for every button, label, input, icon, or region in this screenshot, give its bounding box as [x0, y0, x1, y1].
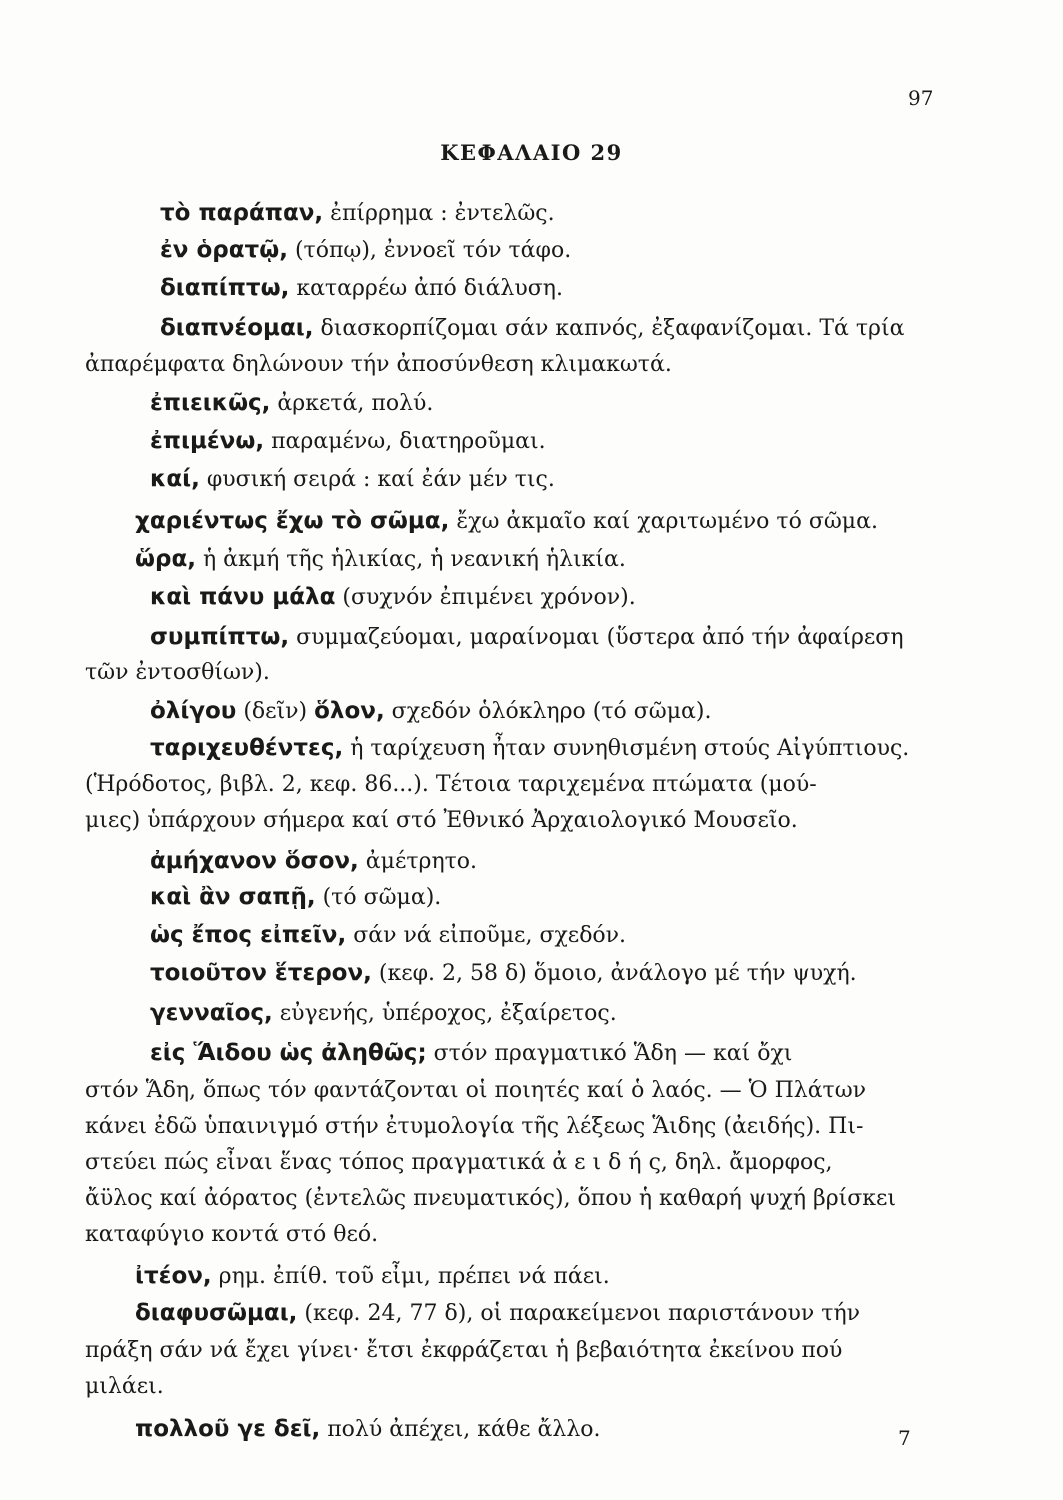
- text-line: [150, 428, 546, 456]
- text-line: [150, 624, 904, 652]
- gloss: μιλάει.: [85, 1374, 164, 1399]
- gloss: (Ἡρόδοτος, βιβλ. 2, κεφ. 86...). Τέτοια ταριχεμένα πτώματα (μού-: [85, 772, 817, 797]
- text-line: [150, 848, 477, 876]
- text-line: [160, 237, 571, 265]
- gloss: ἡ ταρίχευση ἦταν συνηθισμένη στούς Αἰγύπτιους.: [343, 736, 910, 761]
- text-line: [85, 1114, 863, 1140]
- gloss: καταφύγιο κοντά στό θεό.: [85, 1222, 379, 1247]
- headword: ὡς ἔπος εἰπεῖν,: [150, 922, 347, 948]
- text-line: [150, 922, 626, 950]
- text-line: [160, 200, 555, 228]
- headword: γενναῖος,: [150, 1000, 273, 1026]
- gloss: (κεφ. 24, 77 δ), οἱ παρακείμενοι παριστάνουν τήν: [297, 1301, 861, 1326]
- gloss: (τό σῶμα).: [315, 885, 442, 910]
- text-line: [85, 352, 672, 378]
- headword: τοιοῦτον ἕτερον,: [150, 960, 372, 986]
- text-line: [135, 1416, 601, 1444]
- text-line: [85, 1186, 896, 1212]
- text-line: [135, 508, 878, 536]
- text-line: [150, 584, 636, 612]
- gloss: παραμένω, διατηροῦμαι.: [264, 429, 546, 454]
- text-line: [85, 808, 798, 834]
- gloss: ἀπαρέμφατα δηλώνουν τήν ἀποσύνθεση κλιμακωτά.: [85, 352, 672, 377]
- gloss: εὐγενής, ὑπέροχος, ἐξαίρετος.: [272, 1001, 617, 1026]
- headword: ἐπιμένω,: [150, 428, 265, 454]
- headword: εἰς Ἅιδου ὡς ἀληθῶς;: [150, 1040, 427, 1066]
- gloss: σάν νά εἰποῦμε, σχεδόν.: [346, 923, 627, 948]
- headword: ὅλον,: [314, 698, 385, 724]
- headword: διαπίπτω,: [160, 275, 290, 301]
- headword: ταριχευθέντες,: [150, 735, 344, 761]
- gloss: πράξη σάν νά ἔχει γίνει· ἔτσι ἐκφράζεται ἡ βεβαιότητα ἐκείνου πού: [85, 1338, 843, 1363]
- gloss: ρημ. ἐπίθ. τοῦ εἶμι, πρέπει νά πάει.: [211, 1264, 610, 1289]
- gloss: σχεδόν ὁλόκληρο (τό σῶμα).: [384, 699, 712, 724]
- text-line: [85, 772, 817, 798]
- headword: ἀμήχανον ὅσον,: [150, 848, 359, 874]
- signature-mark: 7: [898, 1426, 911, 1450]
- gloss: (δεῖν): [236, 699, 315, 724]
- gloss: (συχνόν ἐπιμένει χρόνον).: [335, 585, 636, 610]
- text-line: [150, 1040, 792, 1068]
- text-line: [150, 884, 441, 912]
- headword: ἰτέον,: [135, 1263, 212, 1289]
- text-line: [160, 275, 563, 303]
- gloss: ἄϋλος καί ἀόρατος (ἐντελῶς πνευματικός), ὅπου ἡ καθαρή ψυχή βρίσκει: [85, 1186, 897, 1211]
- text-line: [150, 735, 909, 763]
- text-line: [150, 1000, 617, 1028]
- headword: καὶ πάνυ μάλα: [150, 584, 336, 610]
- headword: καί,: [150, 466, 200, 492]
- gloss: στόν Ἅδη, ὅπως τόν φαντάζονται οἱ ποιητές καί ὁ λαός. — Ὁ Πλάτων: [85, 1078, 867, 1103]
- text-line: [85, 1150, 833, 1176]
- text-line: [85, 1338, 842, 1364]
- gloss: ἡ ἀκμή τῆς ἡλικίας, ἡ νεανική ἡλικία.: [196, 547, 626, 572]
- headword: τὸ παράπαν,: [160, 200, 324, 226]
- gloss: φυσική σειρά : καί ἐάν μέν τις.: [199, 467, 555, 492]
- text-line: [135, 1300, 860, 1328]
- text-line: [150, 960, 857, 988]
- gloss: καταρρέω ἀπό διάλυση.: [289, 276, 563, 301]
- gloss: ἐπίρρημα : ἐντελῶς.: [323, 201, 555, 226]
- text-line: [160, 315, 904, 343]
- headword: χαριέντως ἔχω τὸ σῶμα,: [135, 508, 450, 534]
- text-line: [85, 1222, 378, 1248]
- gloss: διασκορπίζομαι σάν καπνός, ἐξαφανίζομαι. Τά τρία: [313, 316, 905, 341]
- text-line: [85, 660, 270, 686]
- gloss: ἀρκετά, πολύ.: [270, 391, 434, 416]
- text-line: [150, 466, 555, 494]
- text-line: [150, 390, 433, 418]
- headword: πολλοῦ γε δεῖ,: [135, 1416, 321, 1442]
- text-line: [150, 698, 711, 726]
- text-line: [135, 546, 626, 574]
- headword: ἐν ὁρατῷ,: [160, 237, 288, 263]
- chapter-title: ΚΕΦΑΛΑΙΟ 29: [440, 140, 623, 165]
- gloss: συμμαζεύομαι, μαραίνομαι (ὕστερα ἀπό τήν ἀφαίρεση: [289, 625, 904, 650]
- gloss: (τόπῳ), ἐννοεῖ τόν τάφο.: [287, 238, 572, 263]
- text-line: [135, 1263, 610, 1291]
- gloss: τῶν ἐντοσθίων).: [85, 660, 270, 685]
- gloss: ἀμέτρητο.: [358, 849, 478, 874]
- text-line: [85, 1078, 866, 1104]
- headword: ὥρα,: [135, 546, 196, 572]
- gloss: στεύει πώς εἶναι ἕνας τόπος πραγματικά ἀ ε ι δ ή ς, δηλ. ἄμορφος,: [85, 1150, 833, 1175]
- headword: καὶ ἂν σαπῇ,: [150, 884, 316, 910]
- gloss: ἔχω ἀκμαῖο καί χαριτωμένο τό σῶμα.: [449, 509, 878, 534]
- headword: ἐπιεικῶς,: [150, 390, 271, 416]
- page-number: 97: [908, 86, 934, 110]
- text-line: [85, 1374, 164, 1400]
- gloss: στόν πραγματικό Ἅδη — καί ὄχι: [426, 1041, 793, 1066]
- gloss: πολύ ἀπέχει, κάθε ἄλλο.: [320, 1417, 601, 1442]
- gloss: (κεφ. 2, 58 δ) ὅμοιο, ἀνάλογο μέ τήν ψυχή.: [371, 961, 857, 986]
- headword: ὀλίγου: [150, 698, 237, 724]
- gloss: μιες) ὑπάρχουν σήμερα καί στό Ἐθνικό Ἀρχαιολογικό Μουσεῖο.: [85, 808, 798, 833]
- headword: συμπίπτω,: [150, 624, 290, 650]
- headword: διαφυσῶμαι,: [135, 1300, 298, 1326]
- gloss: κάνει ἐδῶ ὑπαινιγμό στήν ἐτυμολογία τῆς λέξεως Ἅιδης (ἀειδής). Πι-: [85, 1114, 864, 1139]
- headword: διαπνέομαι,: [160, 315, 314, 341]
